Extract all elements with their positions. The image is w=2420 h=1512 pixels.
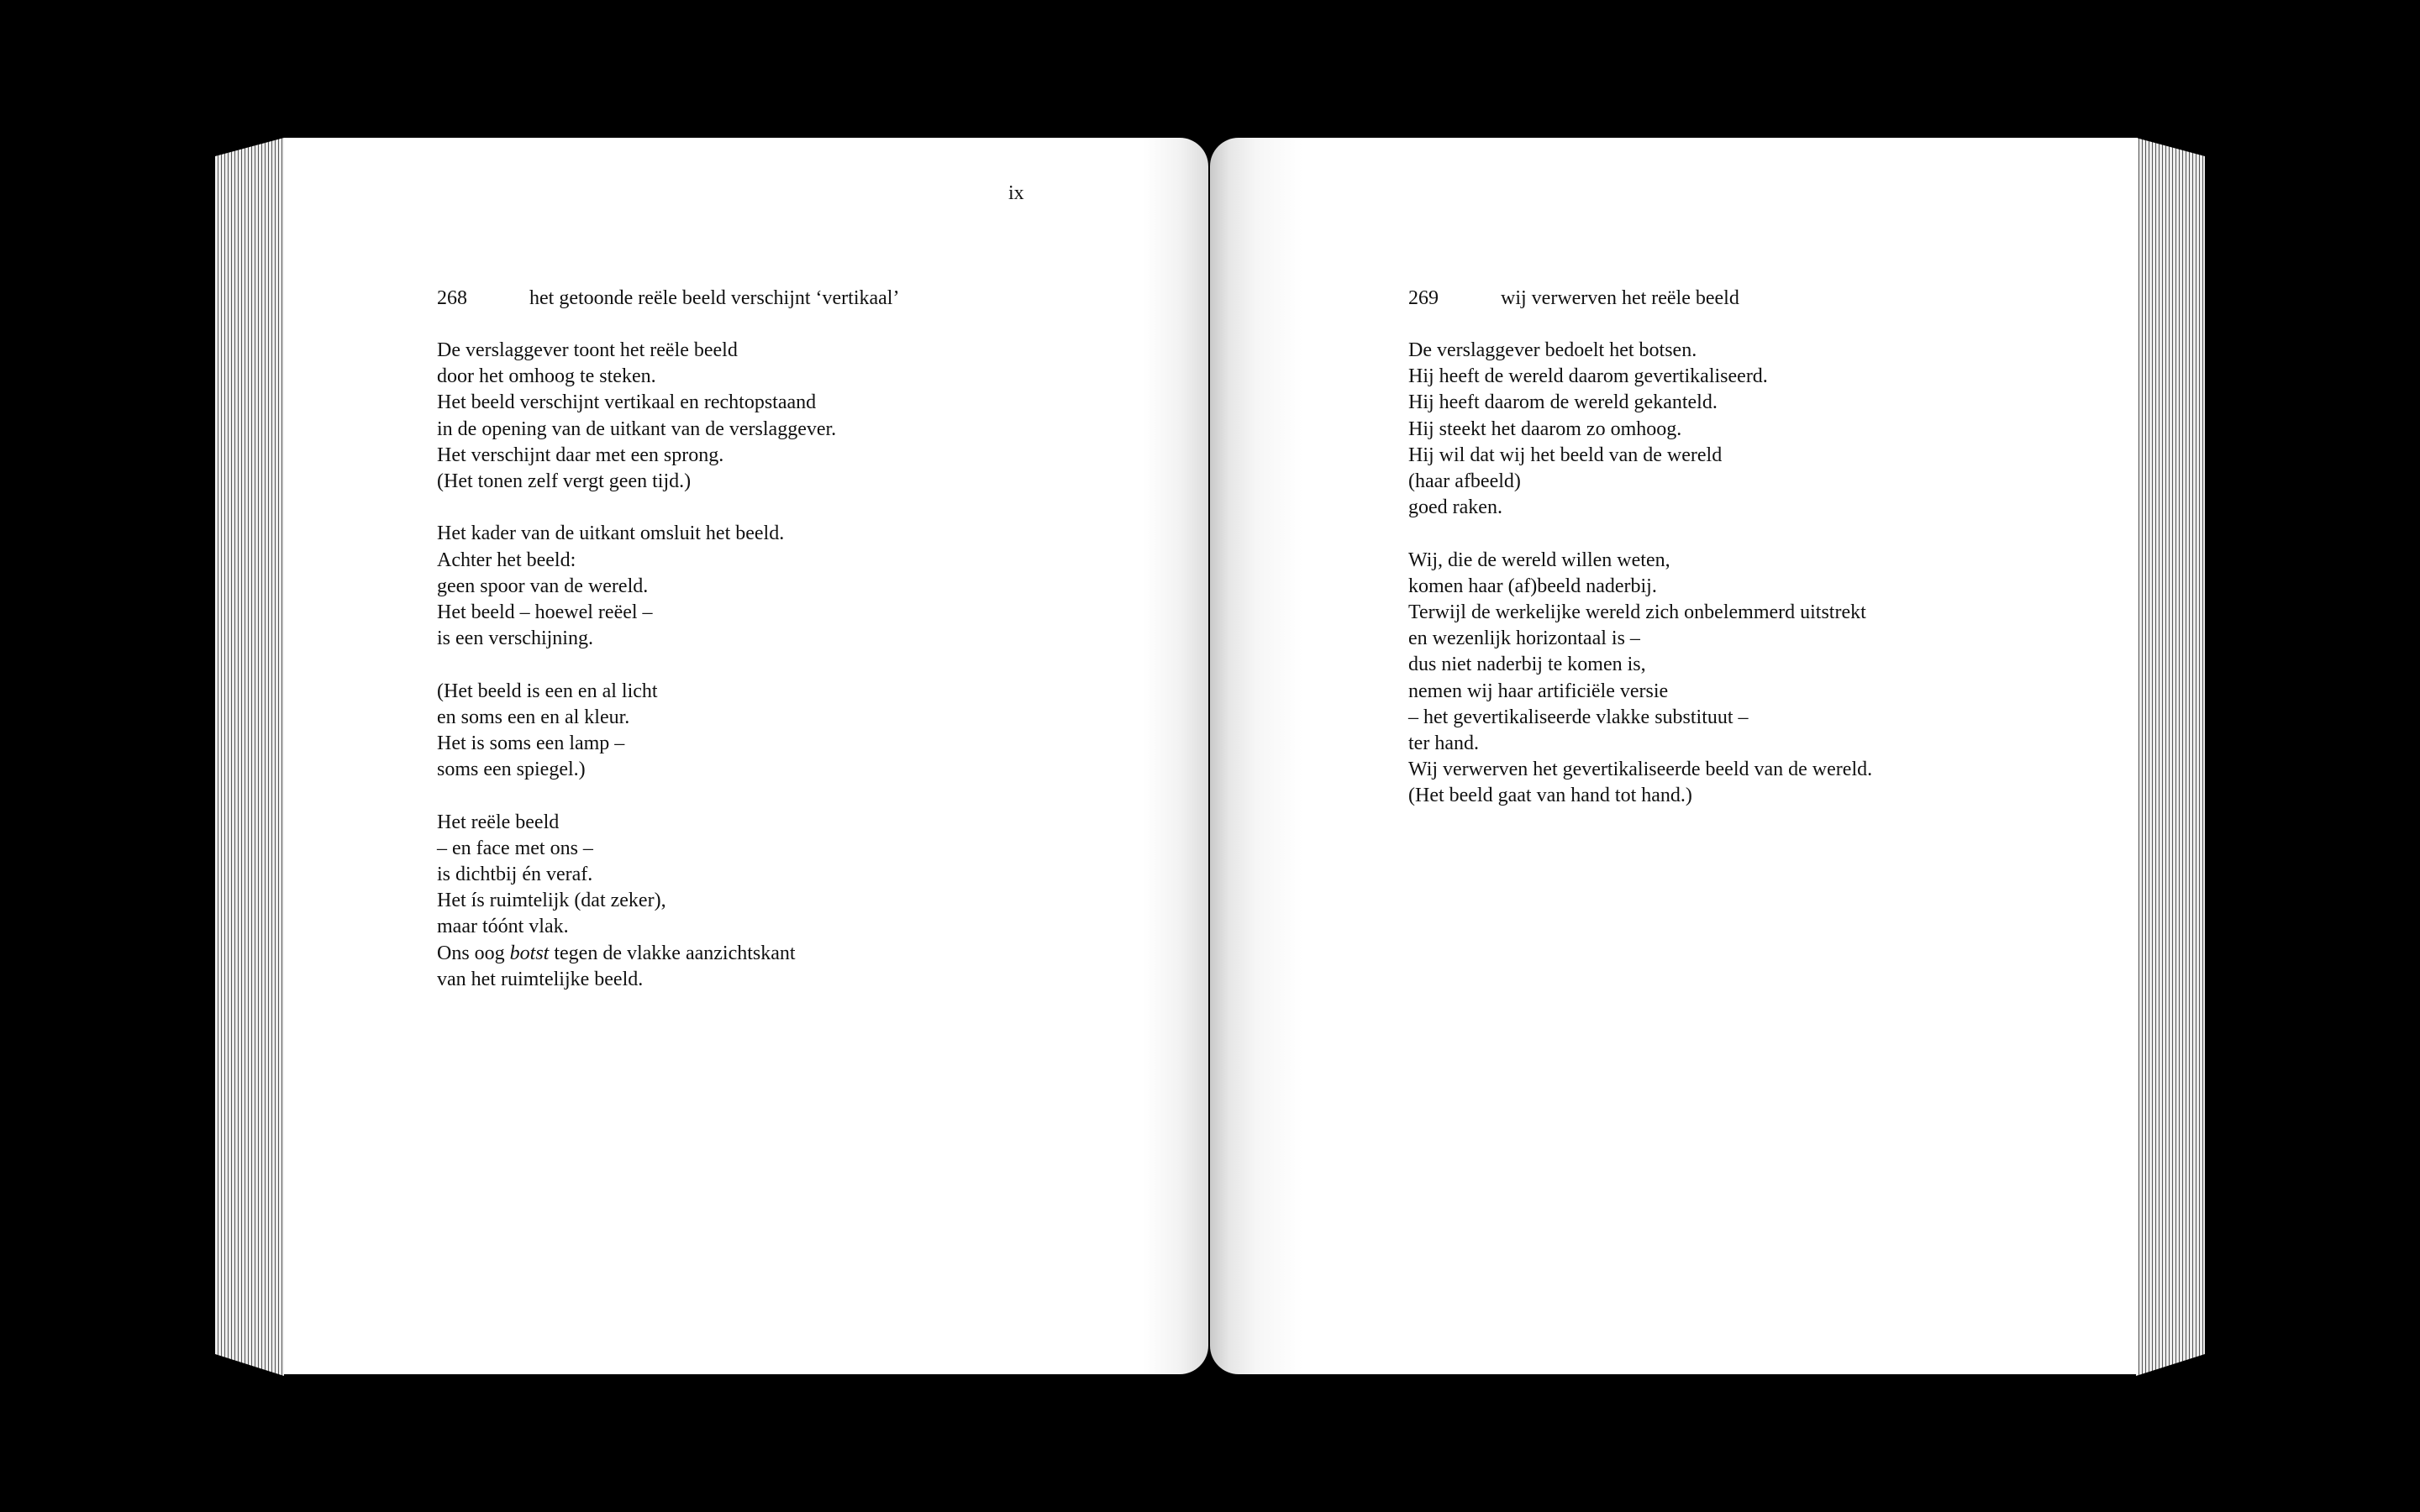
- poem-line: (Het beeld is een en al licht: [437, 680, 658, 702]
- stanza: [1408, 548, 1872, 810]
- poem-line: Wij verwerven het gevertikaliseerde beeld van de wereld.: [1408, 759, 1873, 781]
- poem-line: – het gevertikaliseerde vlakke substituut –: [1408, 706, 1749, 728]
- poem-line: Het beeld – hoewel reëel –: [437, 601, 653, 624]
- left-page-edges: [215, 138, 284, 1376]
- poem-line-emphasis: [437, 941, 836, 967]
- poem-line: Terwijl de werkelijke wereld zich onbelemmerd uitstrekt: [1408, 601, 1866, 624]
- poem-line: Het is soms een lamp –: [437, 732, 625, 755]
- poem-body: [437, 338, 836, 1019]
- poem-line: is dichtbij én veraf.: [437, 864, 593, 886]
- poem-line: De verslaggever bedoelt het botsen.: [1408, 339, 1697, 361]
- section-number: 268: [437, 287, 467, 309]
- poem-line: Hij wil dat wij het beeld van de wereld: [1408, 444, 1723, 466]
- poem-line: dus niet naderbij te komen is,: [1408, 654, 1646, 676]
- poem-line: Hij heeft daarom de wereld gekanteld.: [1408, 391, 1718, 414]
- poem-line: – en face met ons –: [437, 837, 593, 859]
- poem-line: Het verschijnt daar met een sprong.: [437, 444, 724, 466]
- left-page: [284, 138, 1208, 1374]
- right-page-edges: [2136, 138, 2205, 1376]
- emphasized-word: botst: [509, 942, 550, 964]
- poem-line: Hij heeft de wereld daarom gevertikaliseerd.: [1408, 365, 1768, 388]
- poem-line: nemen wij haar artificiële versie: [1408, 680, 1669, 702]
- poem-body: [1408, 338, 1872, 836]
- section-heading: [1408, 286, 1739, 311]
- poem-line: Het beeld verschijnt vertikaal en rechtopstaand: [437, 391, 817, 414]
- poem-line: (haar afbeeld): [1408, 470, 1521, 493]
- poem-line: Hij steekt het daarom zo omhoog.: [1408, 417, 1682, 440]
- page-folio: ix: [1008, 182, 1024, 204]
- section-number: 269: [1408, 287, 1439, 309]
- poem-line: maar tóónt vlak.: [437, 916, 569, 938]
- poem-line: (Het beeld gaat van hand tot hand.): [1408, 785, 1692, 807]
- section-title: het getoonde reële beeld verschijnt ‘vertikaal’: [529, 287, 900, 309]
- poem-line: De verslaggever toont het reële beeld: [437, 339, 738, 361]
- poem-line: komen haar (af)beeld naderbij.: [1408, 575, 1657, 597]
- stanza: [437, 679, 836, 784]
- section-heading: [437, 286, 899, 311]
- poem-line: Het reële beeld: [437, 811, 560, 833]
- poem-line: (Het tonen zelf vergt geen tijd.): [437, 470, 692, 493]
- stanza: [1408, 338, 1872, 521]
- poem-line: Het ís ruimtelijk (dat zeker),: [437, 890, 666, 912]
- stanza: [437, 521, 836, 652]
- section-title: wij verwerven het reële beeld: [1501, 287, 1739, 309]
- poem-line: Het kader van de uitkant omsluit het beeld.: [437, 522, 785, 545]
- poem-line: ter hand.: [1408, 732, 1479, 755]
- poem-line: en wezenlijk horizontaal is –: [1408, 627, 1640, 650]
- right-page: [1210, 138, 2138, 1374]
- poem-line: goed raken.: [1408, 496, 1502, 519]
- stanza: [437, 810, 836, 993]
- poem-line: van het ruimtelijke beeld.: [437, 968, 644, 990]
- poem-line: en soms een en al kleur.: [437, 706, 630, 728]
- poem-line: soms een spiegel.): [437, 759, 586, 781]
- poem-line: geen spoor van de wereld.: [437, 575, 649, 597]
- stanza: [437, 338, 836, 495]
- poem-line: is een verschijning.: [437, 627, 593, 650]
- poem-line: in de opening van de uitkant van de verslaggever.: [437, 417, 837, 440]
- poem-line: door het omhoog te steken.: [437, 365, 656, 388]
- line-text: tegen de vlakke aanzichtskant: [549, 942, 796, 964]
- line-text: Ons oog: [437, 942, 510, 964]
- poem-line: Wij, die de wereld willen weten,: [1408, 549, 1670, 571]
- poem-line: Achter het beeld:: [437, 549, 576, 571]
